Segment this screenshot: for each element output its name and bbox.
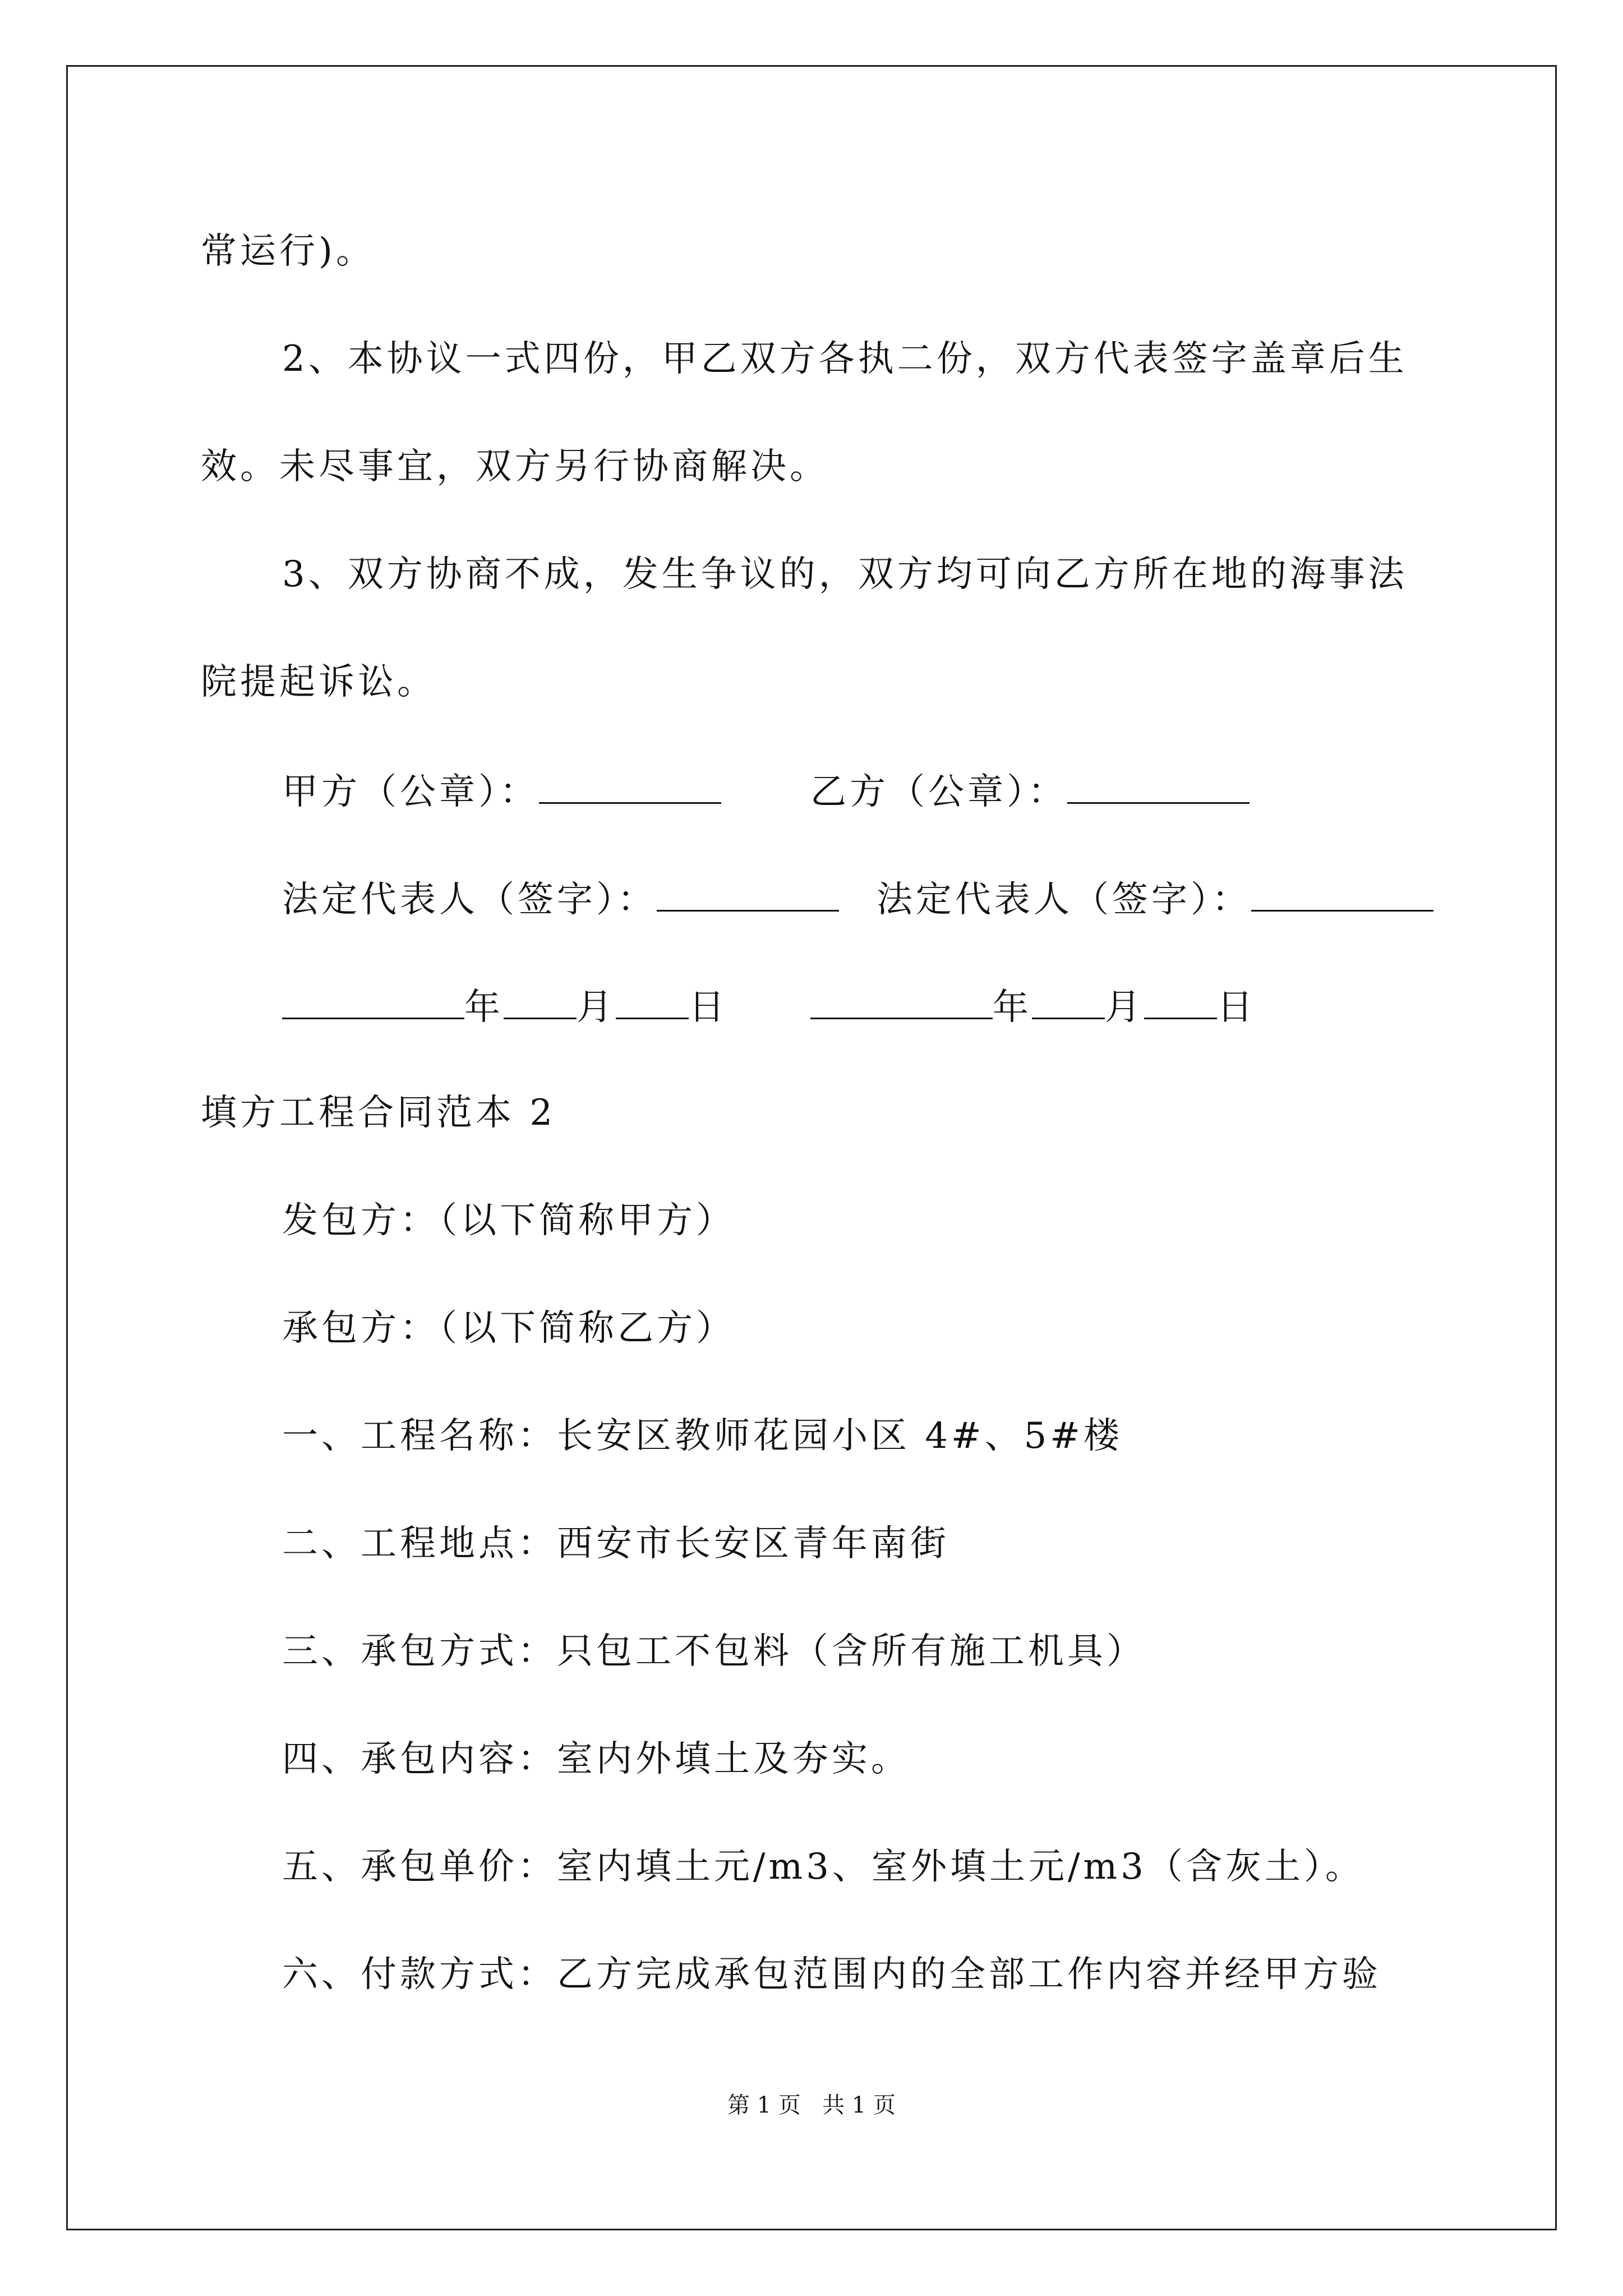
month-a-blank: [504, 983, 577, 1019]
contract-item: 四、承包内容：室内外填土及夯实。: [282, 1738, 910, 1780]
paragraph-line: 2、本协议一式四份，甲乙双方各执二份，双方代表签字盖章后生: [282, 338, 1408, 380]
month-a-label: 月: [577, 987, 616, 1028]
contract-item: 发包方：（以下简称甲方）: [282, 1200, 735, 1241]
rep-b-blank: [1251, 875, 1433, 912]
month-b-label: 月: [1105, 987, 1144, 1028]
paragraph-line: 效。未尽事宜，双方另行协商解决。: [201, 446, 829, 487]
party-b-seal-blank: [1067, 767, 1249, 804]
contract-item: 六、付款方式：乙方完成承包范围内的全部工作内容并经甲方验: [282, 1954, 1381, 1995]
signature-rep-row: [282, 875, 839, 922]
rep-a-blank: [657, 875, 839, 912]
signature-rep-row-b: [877, 875, 1433, 922]
contract-item: 五、承包单价：室内填土元/m3、室外填土元/m3（含灰土）。: [282, 1846, 1364, 1888]
signature-seal-row-b: [810, 767, 1249, 815]
party-a-seal-label: 甲方（公章）：: [282, 771, 539, 813]
year-b-label: 年: [993, 987, 1032, 1028]
day-a-label: 日: [689, 987, 728, 1028]
rep-b-label: 法定代表人（签字）：: [877, 879, 1251, 921]
party-a-seal-blank: [539, 767, 721, 804]
day-b-label: 日: [1217, 987, 1256, 1028]
month-b-blank: [1032, 983, 1105, 1019]
year-b-blank: [810, 983, 993, 1019]
rep-a-label: 法定代表人（签字）：: [282, 879, 657, 921]
paragraph-line: 3、双方协商不成，发生争议的，双方均可向乙方所在地的海事法: [282, 554, 1408, 595]
party-b-seal-label: 乙方（公章）：: [810, 771, 1067, 813]
day-b-blank: [1144, 983, 1217, 1019]
page-footer: 第 1 页 共 1 页: [727, 2092, 896, 2118]
section-title: 填方工程合同范本 2: [201, 1092, 556, 1134]
contract-item: 一、工程名称：长安区教师花园小区 4#、5#楼: [282, 1415, 1123, 1457]
day-a-blank: [616, 983, 689, 1019]
signature-seal-row: [282, 767, 721, 815]
year-a-blank: [282, 983, 464, 1019]
year-a-label: 年: [464, 987, 504, 1028]
paragraph-line: 院提起诉讼。: [201, 661, 436, 703]
contract-item: 三、承包方式：只包工不包料（含所有施工机具）: [282, 1631, 1146, 1672]
contract-item: 二、工程地点：西安市长安区青年南街: [282, 1523, 949, 1565]
signature-date-row-a: [282, 983, 728, 1030]
signature-date-row-b: [810, 983, 1256, 1030]
page-border: [66, 65, 1557, 2230]
paragraph-line: 常运行)。: [201, 231, 375, 272]
contract-item: 承包方：（以下简称乙方）: [282, 1308, 735, 1349]
